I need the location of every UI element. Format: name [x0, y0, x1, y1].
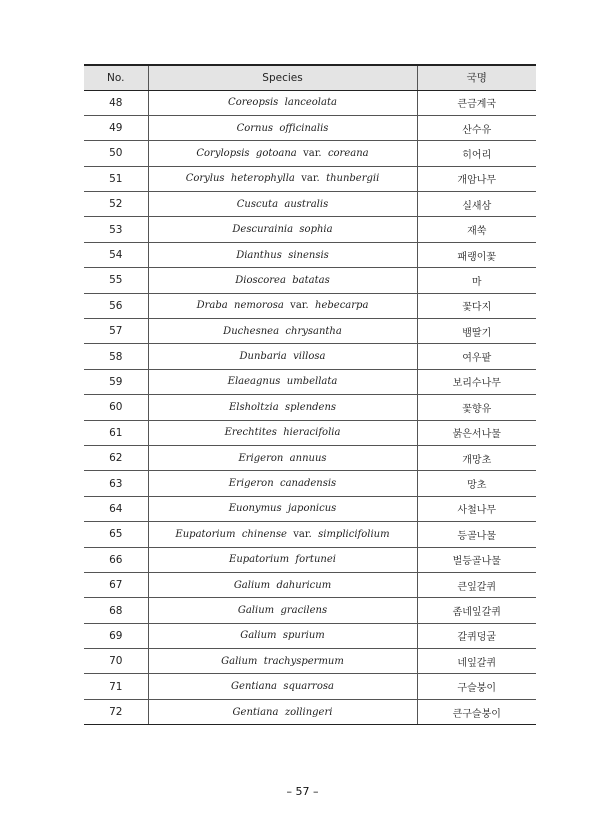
species-name-italic-part: Corylus heterophylla: [185, 173, 295, 185]
species-name-rank: var.: [283, 300, 316, 312]
species-name: [148, 471, 417, 496]
species-name: [148, 699, 417, 724]
table-row: [84, 598, 536, 623]
species-name: [148, 369, 417, 394]
row-number: 56: [84, 293, 148, 318]
species-name: [148, 293, 417, 318]
species-name: [148, 572, 417, 597]
korean-name: 마: [417, 268, 536, 293]
table-row: [84, 572, 536, 597]
species-name: [148, 115, 417, 140]
table-row: [84, 242, 536, 267]
species-name-italic-part: Erechtites hieracifolia: [224, 427, 341, 439]
species-name: [148, 598, 417, 623]
species-name-italic-part: Cuscuta australis: [236, 198, 329, 210]
species-name: [148, 217, 417, 242]
korean-name: 뱀딸기: [417, 319, 536, 344]
korean-name: 붉은서나물: [417, 420, 536, 445]
row-number: 54: [84, 242, 148, 267]
species-name: [148, 344, 417, 369]
row-number: 70: [84, 649, 148, 674]
table-row: [84, 115, 536, 140]
species-name: [148, 496, 417, 521]
table-row: [84, 649, 536, 674]
korean-name: 네잎갈퀴: [417, 649, 536, 674]
row-number: 59: [84, 369, 148, 394]
species-name-italic-part: Descurainia sophia: [232, 224, 333, 236]
species-name-rank: var.: [294, 173, 327, 185]
species-name-italic-part: Galium dahuricum: [233, 579, 332, 591]
species-name-italic-part: Eupatorium fortunei: [229, 554, 336, 566]
korean-name: 큰구슬붕이: [417, 699, 536, 724]
row-number: 69: [84, 623, 148, 648]
table-row: [84, 547, 536, 572]
species-name-italic-part: thunbergii: [326, 173, 380, 185]
korean-name: 히어리: [417, 141, 536, 166]
table-row: [84, 217, 536, 242]
table-header: [84, 65, 536, 90]
korean-name: 구슬붕이: [417, 674, 536, 699]
species-name: [148, 268, 417, 293]
species-name-italic-part: Dioscorea batatas: [235, 274, 330, 286]
korean-name: 망초: [417, 471, 536, 496]
species-name-italic-part: Coreopsis lanceolata: [228, 97, 337, 109]
species-name-italic-part: Elsholtzia splendens: [228, 401, 337, 413]
species-name: [148, 674, 417, 699]
row-number: 53: [84, 217, 148, 242]
row-number: 65: [84, 522, 148, 547]
table-row: [84, 166, 536, 191]
species-name: [148, 141, 417, 166]
korean-name: 큰잎갈퀴: [417, 572, 536, 597]
species-name-italic-part: Galium spurium: [240, 630, 325, 642]
row-number: 58: [84, 344, 148, 369]
table-row: [84, 699, 536, 724]
table-row: [84, 268, 536, 293]
header-row: [84, 65, 536, 90]
row-number: 62: [84, 445, 148, 470]
korean-name: 벌등골나물: [417, 547, 536, 572]
table-row: [84, 522, 536, 547]
species-name-italic-part: Euonymus japonicus: [228, 503, 337, 515]
korean-name: 갈퀴덩굴: [417, 623, 536, 648]
table-row: [84, 344, 536, 369]
row-number: 64: [84, 496, 148, 521]
species-name: [148, 242, 417, 267]
korean-name: 보리수나무: [417, 369, 536, 394]
header-species: Species: [148, 65, 417, 90]
korean-name: 패랭이꽃: [417, 242, 536, 267]
species-name-italic-part: Corylopsis gotoana: [196, 147, 297, 159]
species-name: [148, 547, 417, 572]
row-number: 71: [84, 674, 148, 699]
row-number: 49: [84, 115, 148, 140]
table-row: [84, 674, 536, 699]
species-name-italic-part: Elaeagnus umbellata: [227, 376, 338, 388]
species-name: [148, 319, 417, 344]
korean-name: 개암나무: [417, 166, 536, 191]
page-number: – 57 –: [286, 785, 319, 798]
species-name-italic-part: Erigeron annuus: [238, 452, 327, 464]
table-body: [84, 90, 536, 725]
species-name-italic-part: Draba nemorosa: [196, 300, 284, 312]
header-no: No.: [84, 65, 148, 90]
species-name-italic-part: Eupatorium chinense: [175, 528, 287, 540]
species-name-italic-part: Dianthus sinensis: [236, 249, 329, 261]
table-row: [84, 319, 536, 344]
species-name-italic-part: Galium trachyspermum: [221, 655, 344, 667]
korean-name: 꽃다지: [417, 293, 536, 318]
table-row: [84, 293, 536, 318]
species-name-italic-part: hebecarpa: [315, 300, 369, 312]
row-number: 66: [84, 547, 148, 572]
species-name-italic-part: coreana: [327, 147, 369, 159]
table-row: [84, 369, 536, 394]
table-row: [84, 623, 536, 648]
row-number: 52: [84, 192, 148, 217]
species-name: [148, 420, 417, 445]
table-row: [84, 90, 536, 115]
species-name: [148, 445, 417, 470]
row-number: 60: [84, 395, 148, 420]
species-name: [148, 623, 417, 648]
korean-name: 개망초: [417, 445, 536, 470]
species-name-italic-part: Erigeron canadensis: [228, 478, 337, 490]
table-row: [84, 496, 536, 521]
species-name-rank: var.: [286, 528, 319, 540]
row-number: 68: [84, 598, 148, 623]
row-number: 51: [84, 166, 148, 191]
species-name-italic-part: Gentiana zollingeri: [232, 706, 333, 718]
korean-name: 실새삼: [417, 192, 536, 217]
species-name-italic-part: Gentiana squarrosa: [231, 681, 334, 693]
korean-name: 좀네잎갈퀴: [417, 598, 536, 623]
table-row: [84, 471, 536, 496]
row-number: 55: [84, 268, 148, 293]
species-name-italic-part: Galium gracilens: [237, 605, 328, 616]
row-number: 63: [84, 471, 148, 496]
korean-name: 산수유: [417, 115, 536, 140]
species-name-italic-part: Duchesnea chrysantha: [223, 325, 342, 337]
korean-name: 사철나무: [417, 496, 536, 521]
korean-name: 재쑥: [417, 217, 536, 242]
row-number: 61: [84, 420, 148, 445]
species-name: [148, 166, 417, 191]
korean-name: 꽃향유: [417, 395, 536, 420]
species-name: [148, 90, 417, 115]
row-number: 72: [84, 699, 148, 724]
species-name: [148, 395, 417, 420]
species-name: [148, 522, 417, 547]
korean-name: 여우팥: [417, 344, 536, 369]
species-name-italic-part: Cornus officinalis: [236, 122, 329, 134]
species-name-italic-part: simplicifolium: [318, 528, 390, 540]
row-number: 67: [84, 572, 148, 597]
species-name-rank: var.: [296, 147, 328, 159]
table-row: [84, 420, 536, 445]
row-number: 48: [84, 90, 148, 115]
table-row: [84, 445, 536, 470]
korean-name: 등골나물: [417, 522, 536, 547]
row-number: 50: [84, 141, 148, 166]
species-name-italic-part: Dunbaria villosa: [239, 351, 326, 363]
species-table: [84, 64, 536, 725]
table-row: [84, 141, 536, 166]
korean-name: 큰금계국: [417, 90, 536, 115]
table-row: [84, 395, 536, 420]
species-name: [148, 192, 417, 217]
table-row: [84, 192, 536, 217]
row-number: 57: [84, 319, 148, 344]
species-name: [148, 649, 417, 674]
header-korean-name: 국명: [417, 65, 536, 90]
